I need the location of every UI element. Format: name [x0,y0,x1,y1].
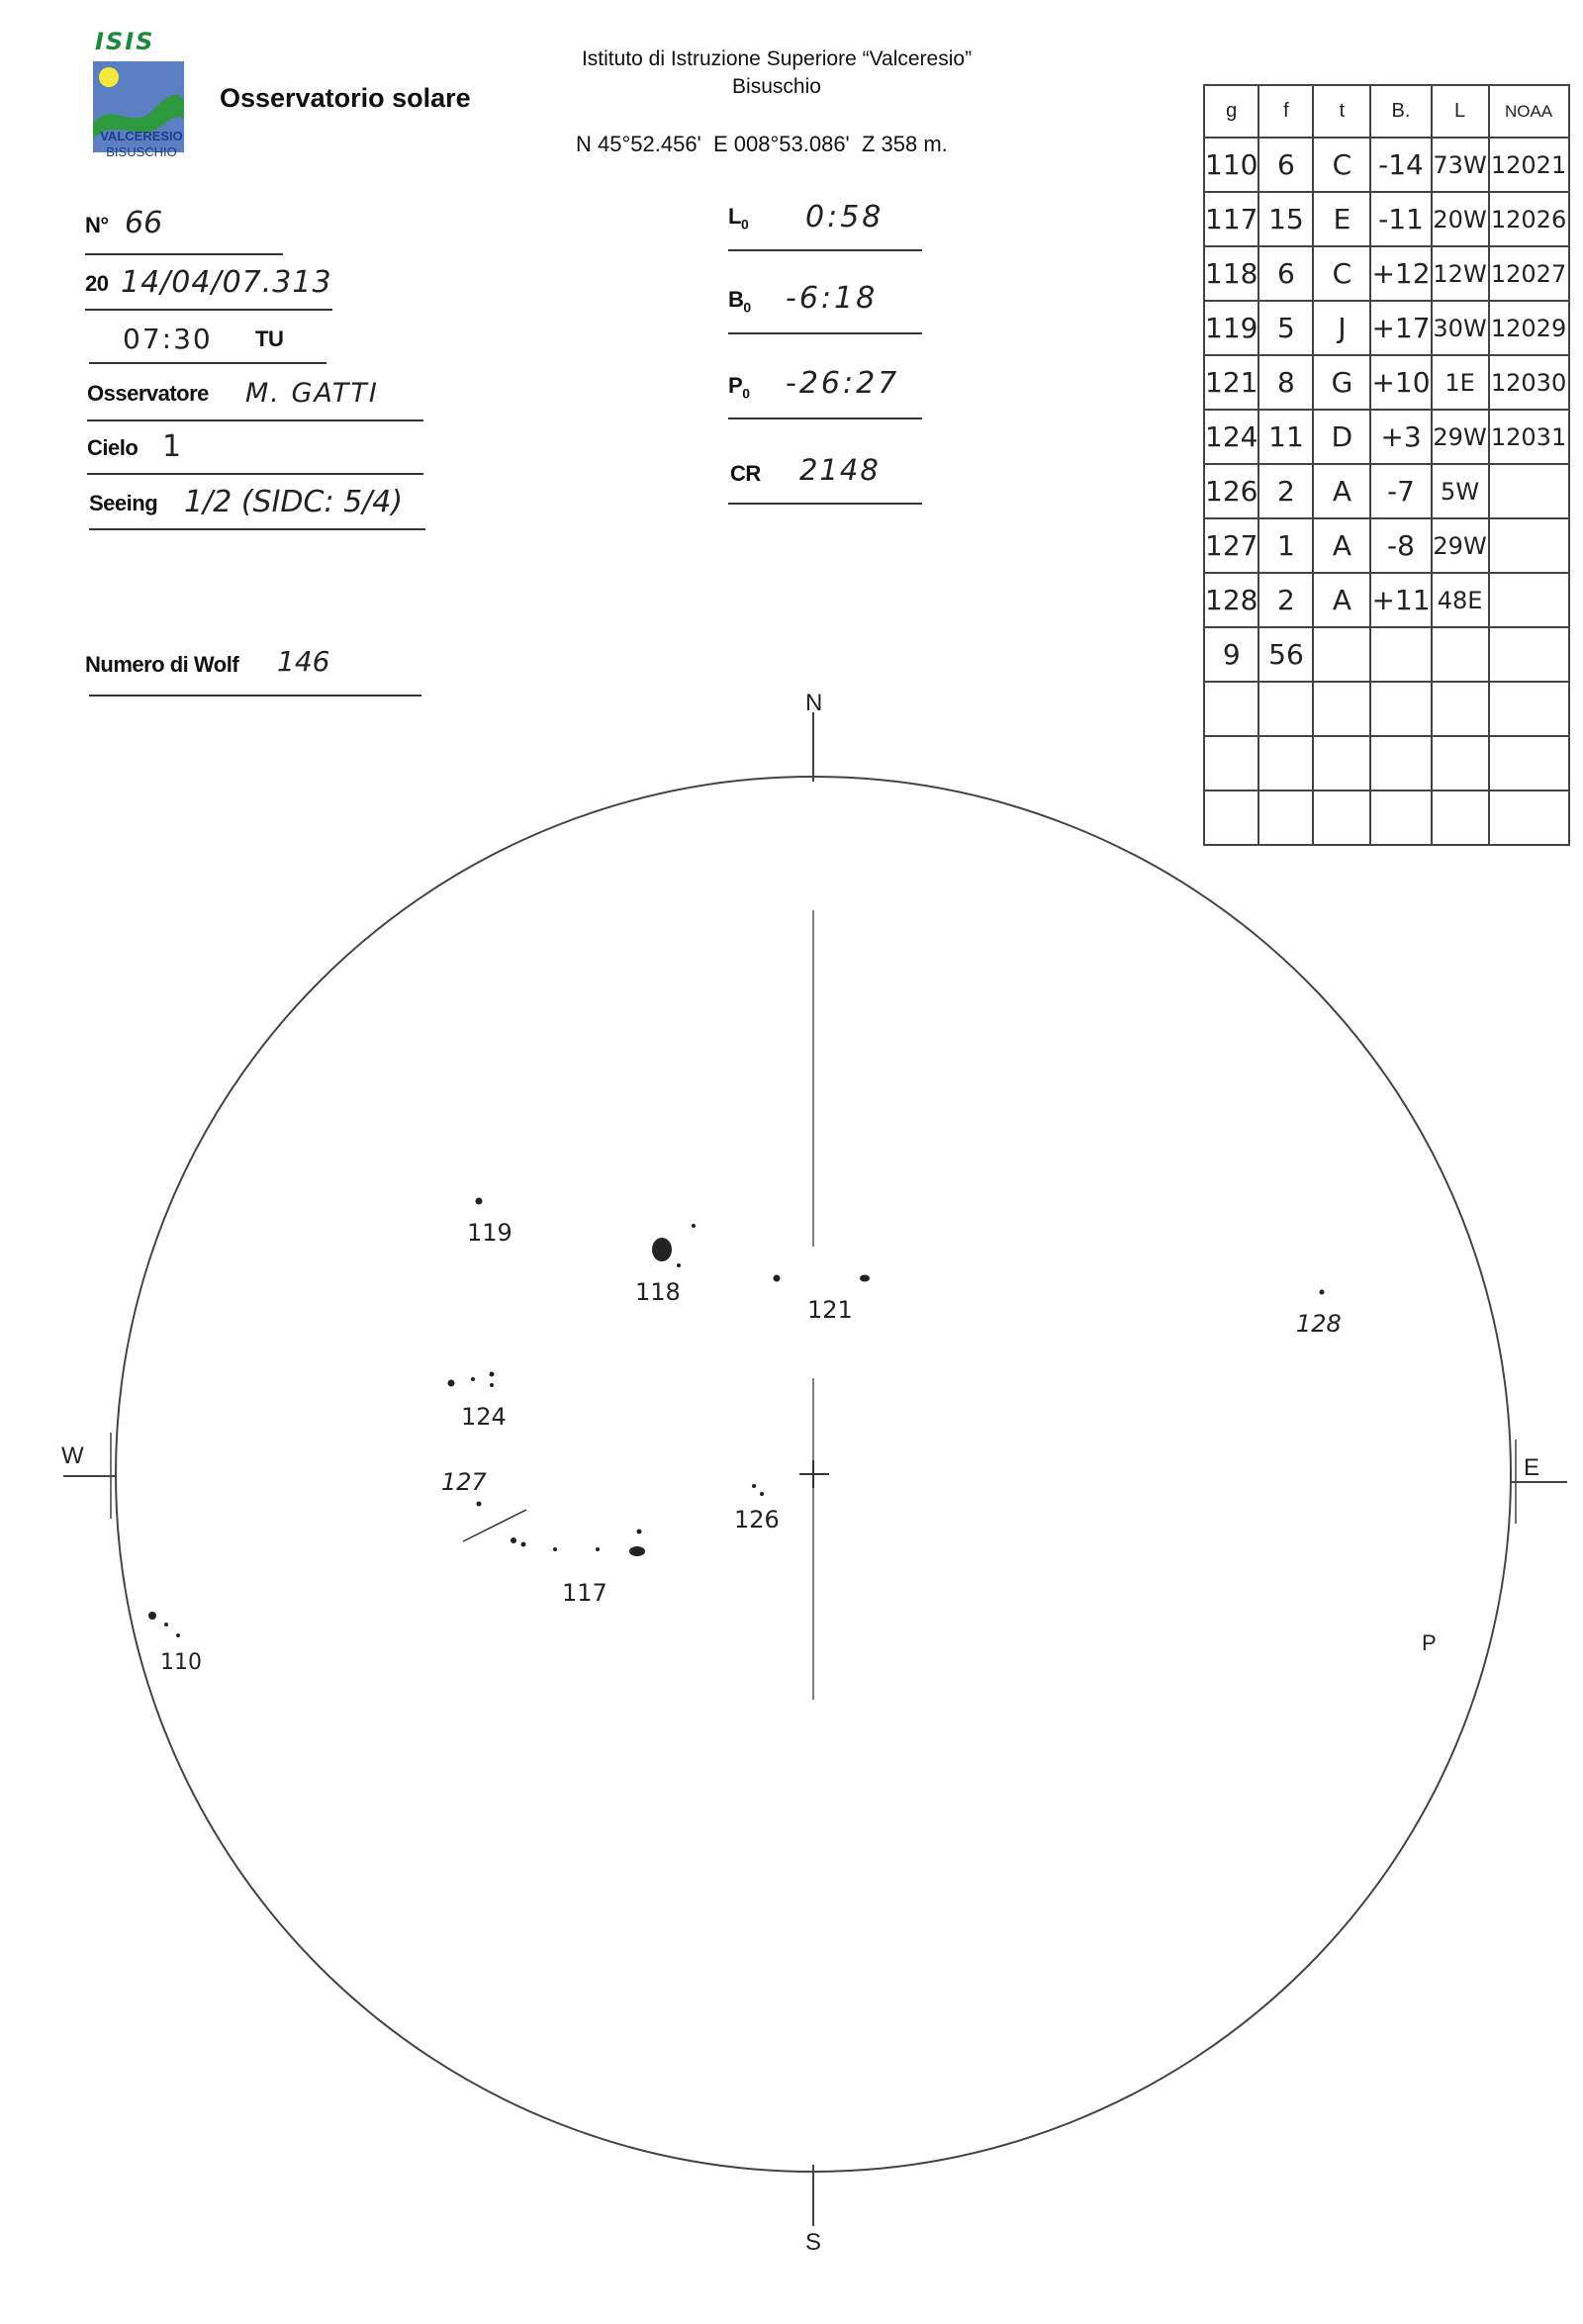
sunspot [521,1542,526,1547]
table-cell: 73W [1432,138,1489,192]
seeing-label: Seeing [89,491,158,515]
table-cell: -8 [1370,518,1431,573]
table-cell: J [1313,301,1370,355]
table-cell: 6 [1258,138,1313,192]
sky-value: 1 [162,429,182,464]
l0-sub: 0 [740,216,749,232]
east-label: E [1524,1454,1540,1481]
header-g: g [1204,85,1258,138]
table-cell: 56 [1258,627,1313,682]
institute-name: Istituto di Istruzione Superiore “Valceresio” [581,47,973,70]
table-cell: 29W [1432,410,1489,464]
sunspot [553,1547,557,1551]
number-label: N° [85,213,109,237]
table-cell: 126 [1204,464,1258,518]
date-prefix: 20 [85,271,109,296]
sunspot [164,1623,168,1627]
time-value: 07:30 [123,323,213,355]
table-cell: 2 [1258,464,1313,518]
group-label-124: 124 [461,1403,507,1431]
table-cell: +17 [1370,301,1431,355]
table-cell: 127 [1204,518,1258,573]
header-t: t [1313,85,1370,138]
north-label: N [805,690,823,716]
table-cell: C [1313,246,1370,301]
table-cell: -7 [1370,464,1431,518]
group-label-128: 128 [1296,1310,1342,1338]
table-cell: 20W [1432,192,1489,246]
sunspot [774,1275,781,1282]
sunspot [760,1492,764,1496]
table-cell: 119 [1204,301,1258,355]
group-label-121: 121 [807,1296,853,1324]
cr-label: CR [730,461,761,486]
sunspot [448,1380,455,1387]
institute-town: Bisuschio [732,75,821,98]
group-label-126: 126 [734,1506,780,1534]
group-label-110: 110 [160,1650,202,1675]
seeing-value: 1/2 (SIDC: 5/4) [184,485,404,519]
group-label-117: 117 [562,1579,607,1607]
table-cell: 12021 [1489,138,1569,192]
sunspots [148,1198,1325,1638]
table-cell: A [1313,518,1370,573]
table-cell: E [1313,192,1370,246]
header-f: f [1258,85,1313,138]
sunspot [511,1537,516,1543]
table-cell: -11 [1370,192,1431,246]
number-value: 66 [125,206,163,240]
b0-value: -6:18 [786,281,879,316]
table-cell: 1E [1432,355,1489,410]
l0-value: 0:58 [805,200,885,234]
table-cell: A [1313,573,1370,627]
group-label-118: 118 [635,1278,681,1306]
p0-sub: 0 [742,385,750,402]
table-cell: 12026 [1489,192,1569,246]
p0-value: -26:27 [786,366,900,401]
table-cell: 48E [1432,573,1489,627]
table-cell: 117 [1204,192,1258,246]
b0-letter: B [728,287,744,312]
table-cell: 6 [1258,246,1313,301]
table-cell: +11 [1370,573,1431,627]
table-cell: 128 [1204,573,1258,627]
sunspot [629,1546,645,1556]
sunspot [860,1275,870,1282]
south-label: S [805,2229,822,2256]
table-cell: 124 [1204,410,1258,464]
header-noaa: NOAA [1489,85,1569,138]
table-cell: G [1313,355,1370,410]
sky-label: Cielo [87,435,139,460]
sunspot [477,1502,482,1507]
table-cell: 8 [1258,355,1313,410]
sunspot [652,1238,672,1261]
table-cell: 11 [1258,410,1313,464]
sunspot [677,1263,681,1267]
sunspot [752,1484,756,1488]
table-cell: +10 [1370,355,1431,410]
date-value: 14/04/07.313 [121,265,332,300]
observatory-coordinates: N 45°52.456' E 008°53.086' Z 358 m. [576,132,948,156]
observer-label: Osservatore [87,381,209,406]
table-cell: 121 [1204,355,1258,410]
table-cell: -14 [1370,138,1431,192]
table-cell: 12030 [1489,355,1569,410]
table-cell: 2 [1258,573,1313,627]
observatory-title: Osservatorio solare [220,83,471,113]
sunspot [471,1377,475,1381]
table-cell: A [1313,464,1370,518]
table-cell: 1 [1258,518,1313,573]
table-cell: 110 [1204,138,1258,192]
table-cell: 30W [1432,301,1489,355]
logo-text: ISIS [95,28,155,55]
time-unit: TU [255,326,284,351]
cr-value: 2148 [799,453,881,487]
header-l: L [1432,85,1489,138]
sunspot [1320,1290,1325,1295]
sunspot [176,1633,180,1637]
pole-marker: P [1422,1630,1437,1655]
table-cell: 5W [1432,464,1489,518]
table-cell: 15 [1258,192,1313,246]
logo-subtitle: VALCERESIO [100,129,183,143]
table-cell: 5 [1258,301,1313,355]
sunspot [490,1383,494,1387]
table-cell: +12 [1370,246,1431,301]
sunspot [692,1224,696,1228]
sunspot [596,1547,600,1551]
b0-sub: 0 [743,299,751,316]
logo-subtitle-2: BISUSCHIO [106,144,177,159]
table-cell: 29W [1432,518,1489,573]
wolf-value: 146 [277,645,330,678]
table-cell: 118 [1204,246,1258,301]
table-cell: C [1313,138,1370,192]
sunspot [490,1372,495,1377]
p0-letter: P [728,373,743,398]
group-label-119: 119 [467,1219,512,1247]
table-cell: 12W [1432,246,1489,301]
table-cell: 12027 [1489,246,1569,301]
table-cell: 9 [1204,627,1258,682]
group-label-127: 127 [441,1468,487,1496]
header-b: B. [1370,85,1431,138]
l0-letter: L [728,204,741,229]
sunspot [148,1612,156,1620]
table-cell: D [1313,410,1370,464]
sunspot [476,1198,483,1205]
observer-value: M. GATTI [245,378,379,409]
sunspot [637,1530,642,1534]
group-127-pointer [463,1510,526,1541]
table-cell: +3 [1370,410,1431,464]
table-cell: 12031 [1489,410,1569,464]
wolf-label: Numero di Wolf [85,652,239,677]
table-cell: 12029 [1489,301,1569,355]
west-label: W [61,1442,84,1469]
